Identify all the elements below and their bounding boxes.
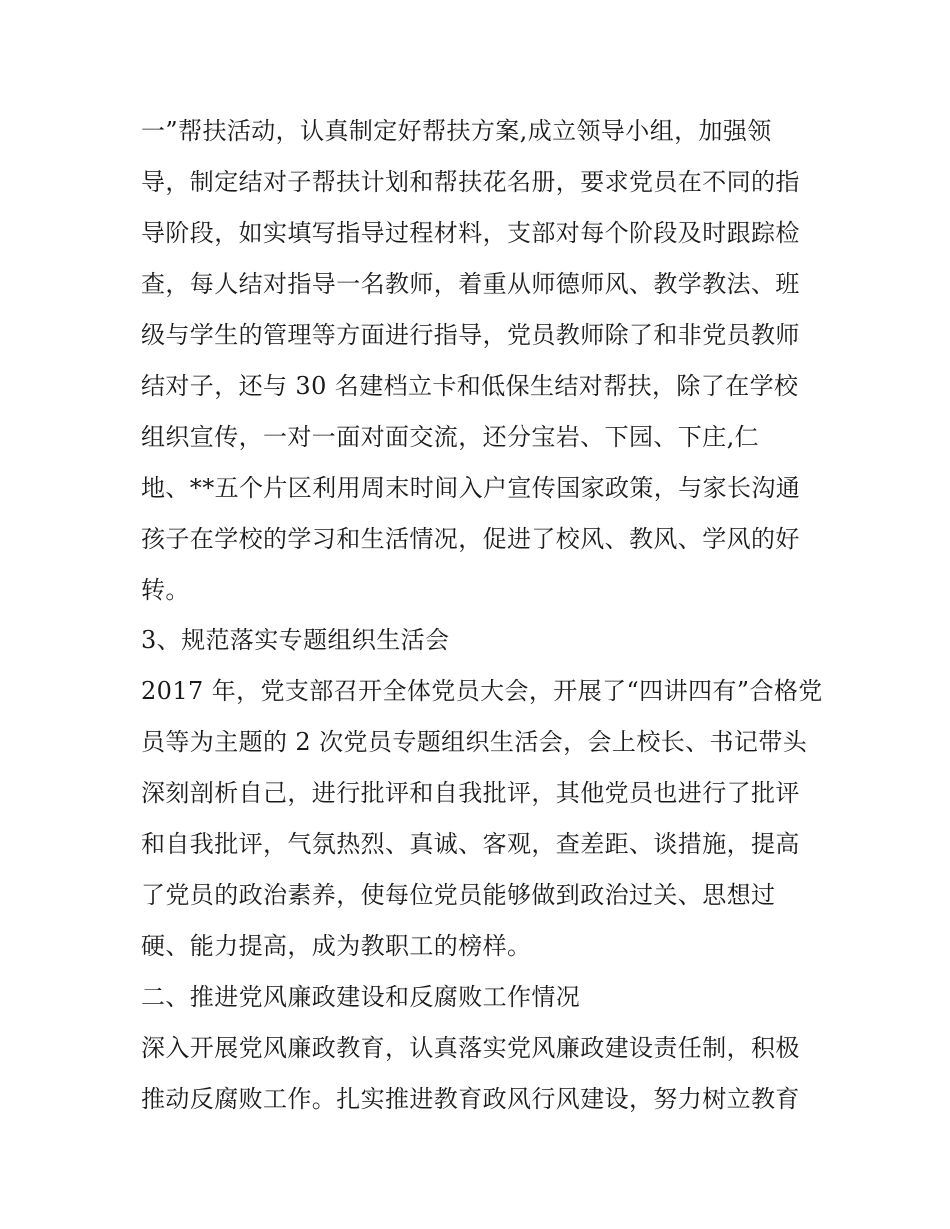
text-line: 2017 年，党支部召开全体党员大会，开展了“四讲四有”合格党 xyxy=(141,677,823,705)
text-line: 组织宣传，一对一面对面交流，还分宝岩、下园、下庄,仁 xyxy=(141,423,760,451)
section-heading: 3、规范落实专题组织生活会 xyxy=(141,626,450,654)
text-line: 地、**五个片区利用周末时间入户宣传国家政策，与家长沟通 xyxy=(141,474,801,502)
text-line: 级与学生的管理等方面进行指导，党员教师除了和非党员教师 xyxy=(141,321,800,349)
text-line: 员等为主题的 2 次党员专题组织生活会，会上校长、书记带头 xyxy=(141,728,808,756)
text-line: 孩子在学校的学习和生活情况，促进了校风、教风、学风的好 xyxy=(141,525,800,553)
text-line: 导阶段，如实填写指导过程材料，支部对每个阶段及时跟踪检 xyxy=(141,219,800,247)
text-line: 深入开展党风廉政教育，认真落实党风廉政建设责任制，积极 xyxy=(141,1034,800,1062)
text-line: 了党员的政治素养，使每位党员能够做到政治过关、思想过 xyxy=(141,881,776,909)
text-line: 深刻剖析自己，进行批评和自我批评，其他党员也进行了批评 xyxy=(141,779,800,807)
text-line: 推动反腐败工作。扎实推进教育政风行风建设，努力树立教育 xyxy=(141,1085,800,1113)
text-line: 一”帮扶活动，认真制定好帮扶方案,成立领导小组，加强领 xyxy=(141,117,772,145)
text-line: 查，每人结对指导一名教师，着重从师德师风、教学教法、班 xyxy=(141,270,800,298)
text-line: 结对子，还与 30 名建档立卡和低保生结对帮扶，除了在学校 xyxy=(141,372,799,400)
text-line: 转。 xyxy=(141,576,190,604)
text-line: 导，制定结对子帮扶计划和帮扶花名册，要求党员在不同的指 xyxy=(141,168,800,196)
text-line: 硬、能力提高，成为教职工的榜样。 xyxy=(141,932,532,960)
text-line: 和自我批评，气氛热烈、真诚、客观，查差距、谈措施，提高 xyxy=(141,830,800,858)
section-heading: 二、推进党风廉政建设和反腐败工作情况 xyxy=(141,983,581,1011)
